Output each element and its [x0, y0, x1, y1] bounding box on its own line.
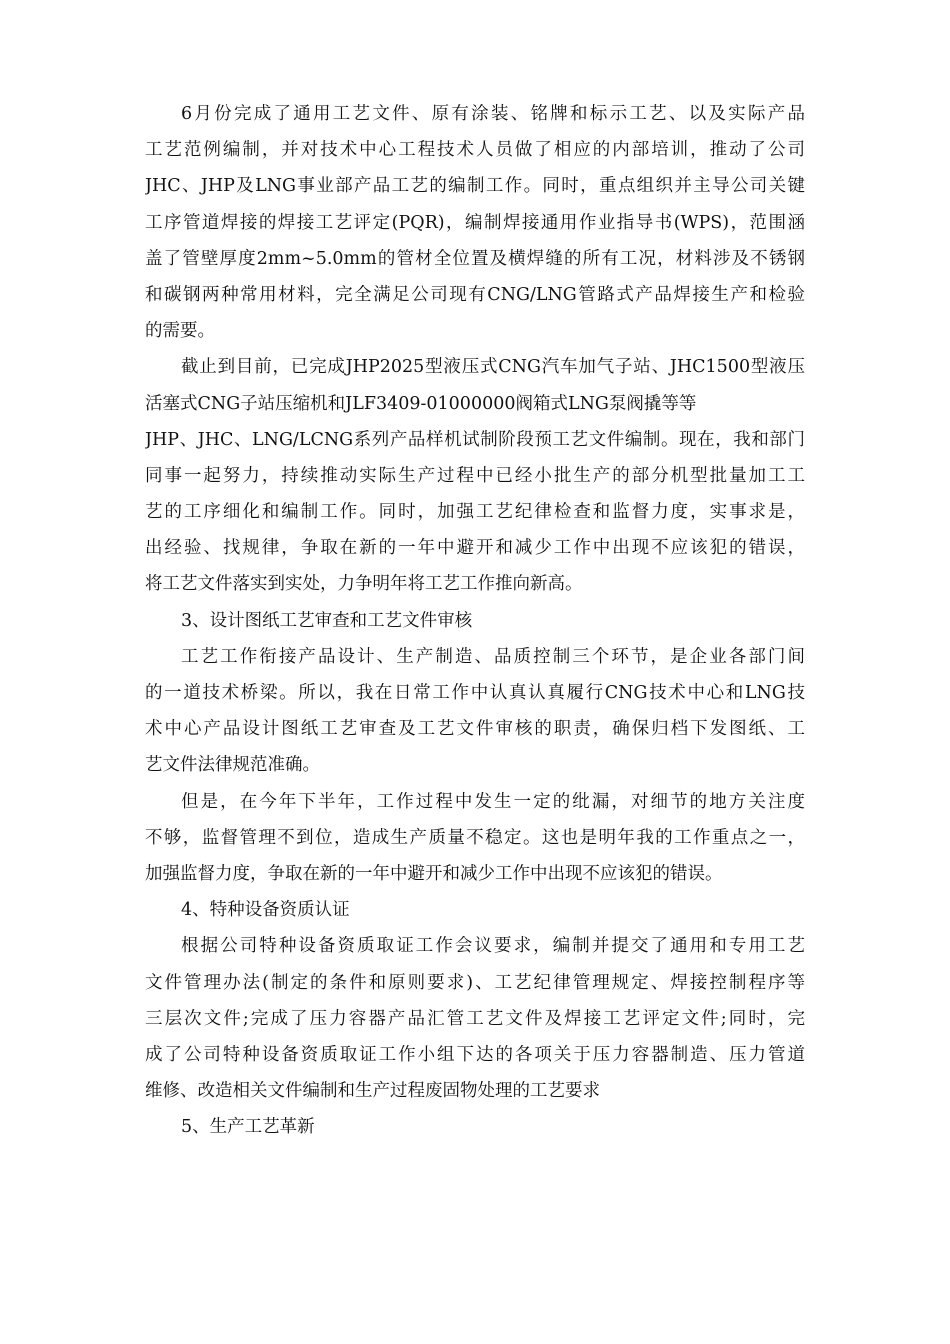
section-heading: 3、设计图纸工艺审查和工艺文件审核	[181, 610, 473, 631]
paragraph	[145, 96, 805, 349]
paragraph	[145, 639, 805, 784]
text-line: 维修、改造相关文件编制和生产过程废固物处理的工艺要求	[145, 1081, 600, 1102]
text-line: 工序管道焊接的焊接工艺评定(PQR)，编制焊接通用作业指导书(WPS)，范围涵	[145, 212, 805, 233]
text-line: 不够，监督管理不到位，造成生产质量不稳定。这也是明年我的工作重点之一，	[145, 827, 805, 848]
text-line: 出经验、找规律，争取在新的一年中避开和减少工作中出现不应该犯的错误，	[145, 538, 805, 559]
text-line: 文件管理办法(制定的条件和原则要求)、工艺纪律管理规定、焊接控制程序等	[145, 972, 805, 993]
text-line: 根据公司特种设备资质取证工作会议要求，编制并提交了通用和专用工艺	[181, 936, 805, 957]
text-line: 加强监督力度，争取在新的一年中避开和减少工作中出现不应该犯的错误。	[145, 863, 723, 884]
text-line: JHC、JHP及LNG事业部产品工艺的编制工作。同时，重点组织并主导公司关键	[145, 176, 805, 197]
text-line: 艺文件法律规范准确。	[145, 755, 320, 776]
paragraph	[145, 349, 805, 602]
text-line: 的一道技术桥梁。所以，我在日常工作中认真认真履行CNG技术中心和LNG技	[145, 683, 805, 703]
text-line: 将工艺文件落实到实处，力争明年将工艺工作推向新高。	[145, 574, 583, 595]
text-line: 术中心产品设计图纸工艺审查及工艺文件审核的职责，确保归档下发图纸、工	[145, 719, 805, 740]
paragraph	[145, 784, 805, 893]
text-line: 成了公司特种设备资质取证工作小组下达的各项关于压力容器制造、压力管道	[145, 1044, 805, 1065]
text-line: 但是，在今年下半年，工作过程中发生一定的纰漏，对细节的地方关注度	[181, 791, 805, 812]
text-line: 同事一起努力，持续推动实际生产过程中已经小批生产的部分机型批量加工工	[145, 465, 805, 486]
text-line: JHP、JHC、LNG/LCNG系列产品样机试制阶段预工艺文件编制。现在，我和部门	[145, 429, 805, 450]
section-heading: 4、特种设备资质认证	[181, 900, 350, 921]
text-line: 三层次文件;完成了压力容器产品汇管工艺文件及焊接工艺评定文件;同时，完	[145, 1008, 805, 1029]
text-line: 工艺工作衔接产品设计、生产制造、品质控制三个环节，是企业各部门间	[181, 646, 805, 667]
text-line: 和碳钢两种常用材料，完全满足公司现有CNG/LNG管路式产品焊接生产和检验	[145, 284, 805, 305]
section-heading: 5、生产工艺革新	[181, 1117, 315, 1138]
text-line: 活塞式CNG子站压缩机和JLF3409-01000000阀箱式LNG泵阀撬等等	[145, 393, 697, 414]
text-line: 截止到目前，已完成JHP2025型液压式CNG汽车加气子站、JHC1500型液压	[181, 357, 805, 378]
text-line: 工艺范例编制，并对技术中心工程技术人员做了相应的内部培训，推动了公司	[145, 140, 805, 161]
document-body	[145, 96, 805, 1145]
text-line: 盖了管壁厚度2mm~5.0mm的管材全位置及横焊缝的所有工况，材料涉及不锈钢	[145, 248, 805, 269]
text-line: 6月份完成了通用工艺文件、原有涂装、铭牌和标示工艺、以及实际产品	[181, 104, 805, 124]
text-line: 艺的工序细化和编制工作。同时，加强工艺纪律检查和监督力度，实事求是，	[145, 502, 805, 523]
paragraph	[145, 928, 805, 1109]
text-line: 的需要。	[145, 321, 215, 342]
